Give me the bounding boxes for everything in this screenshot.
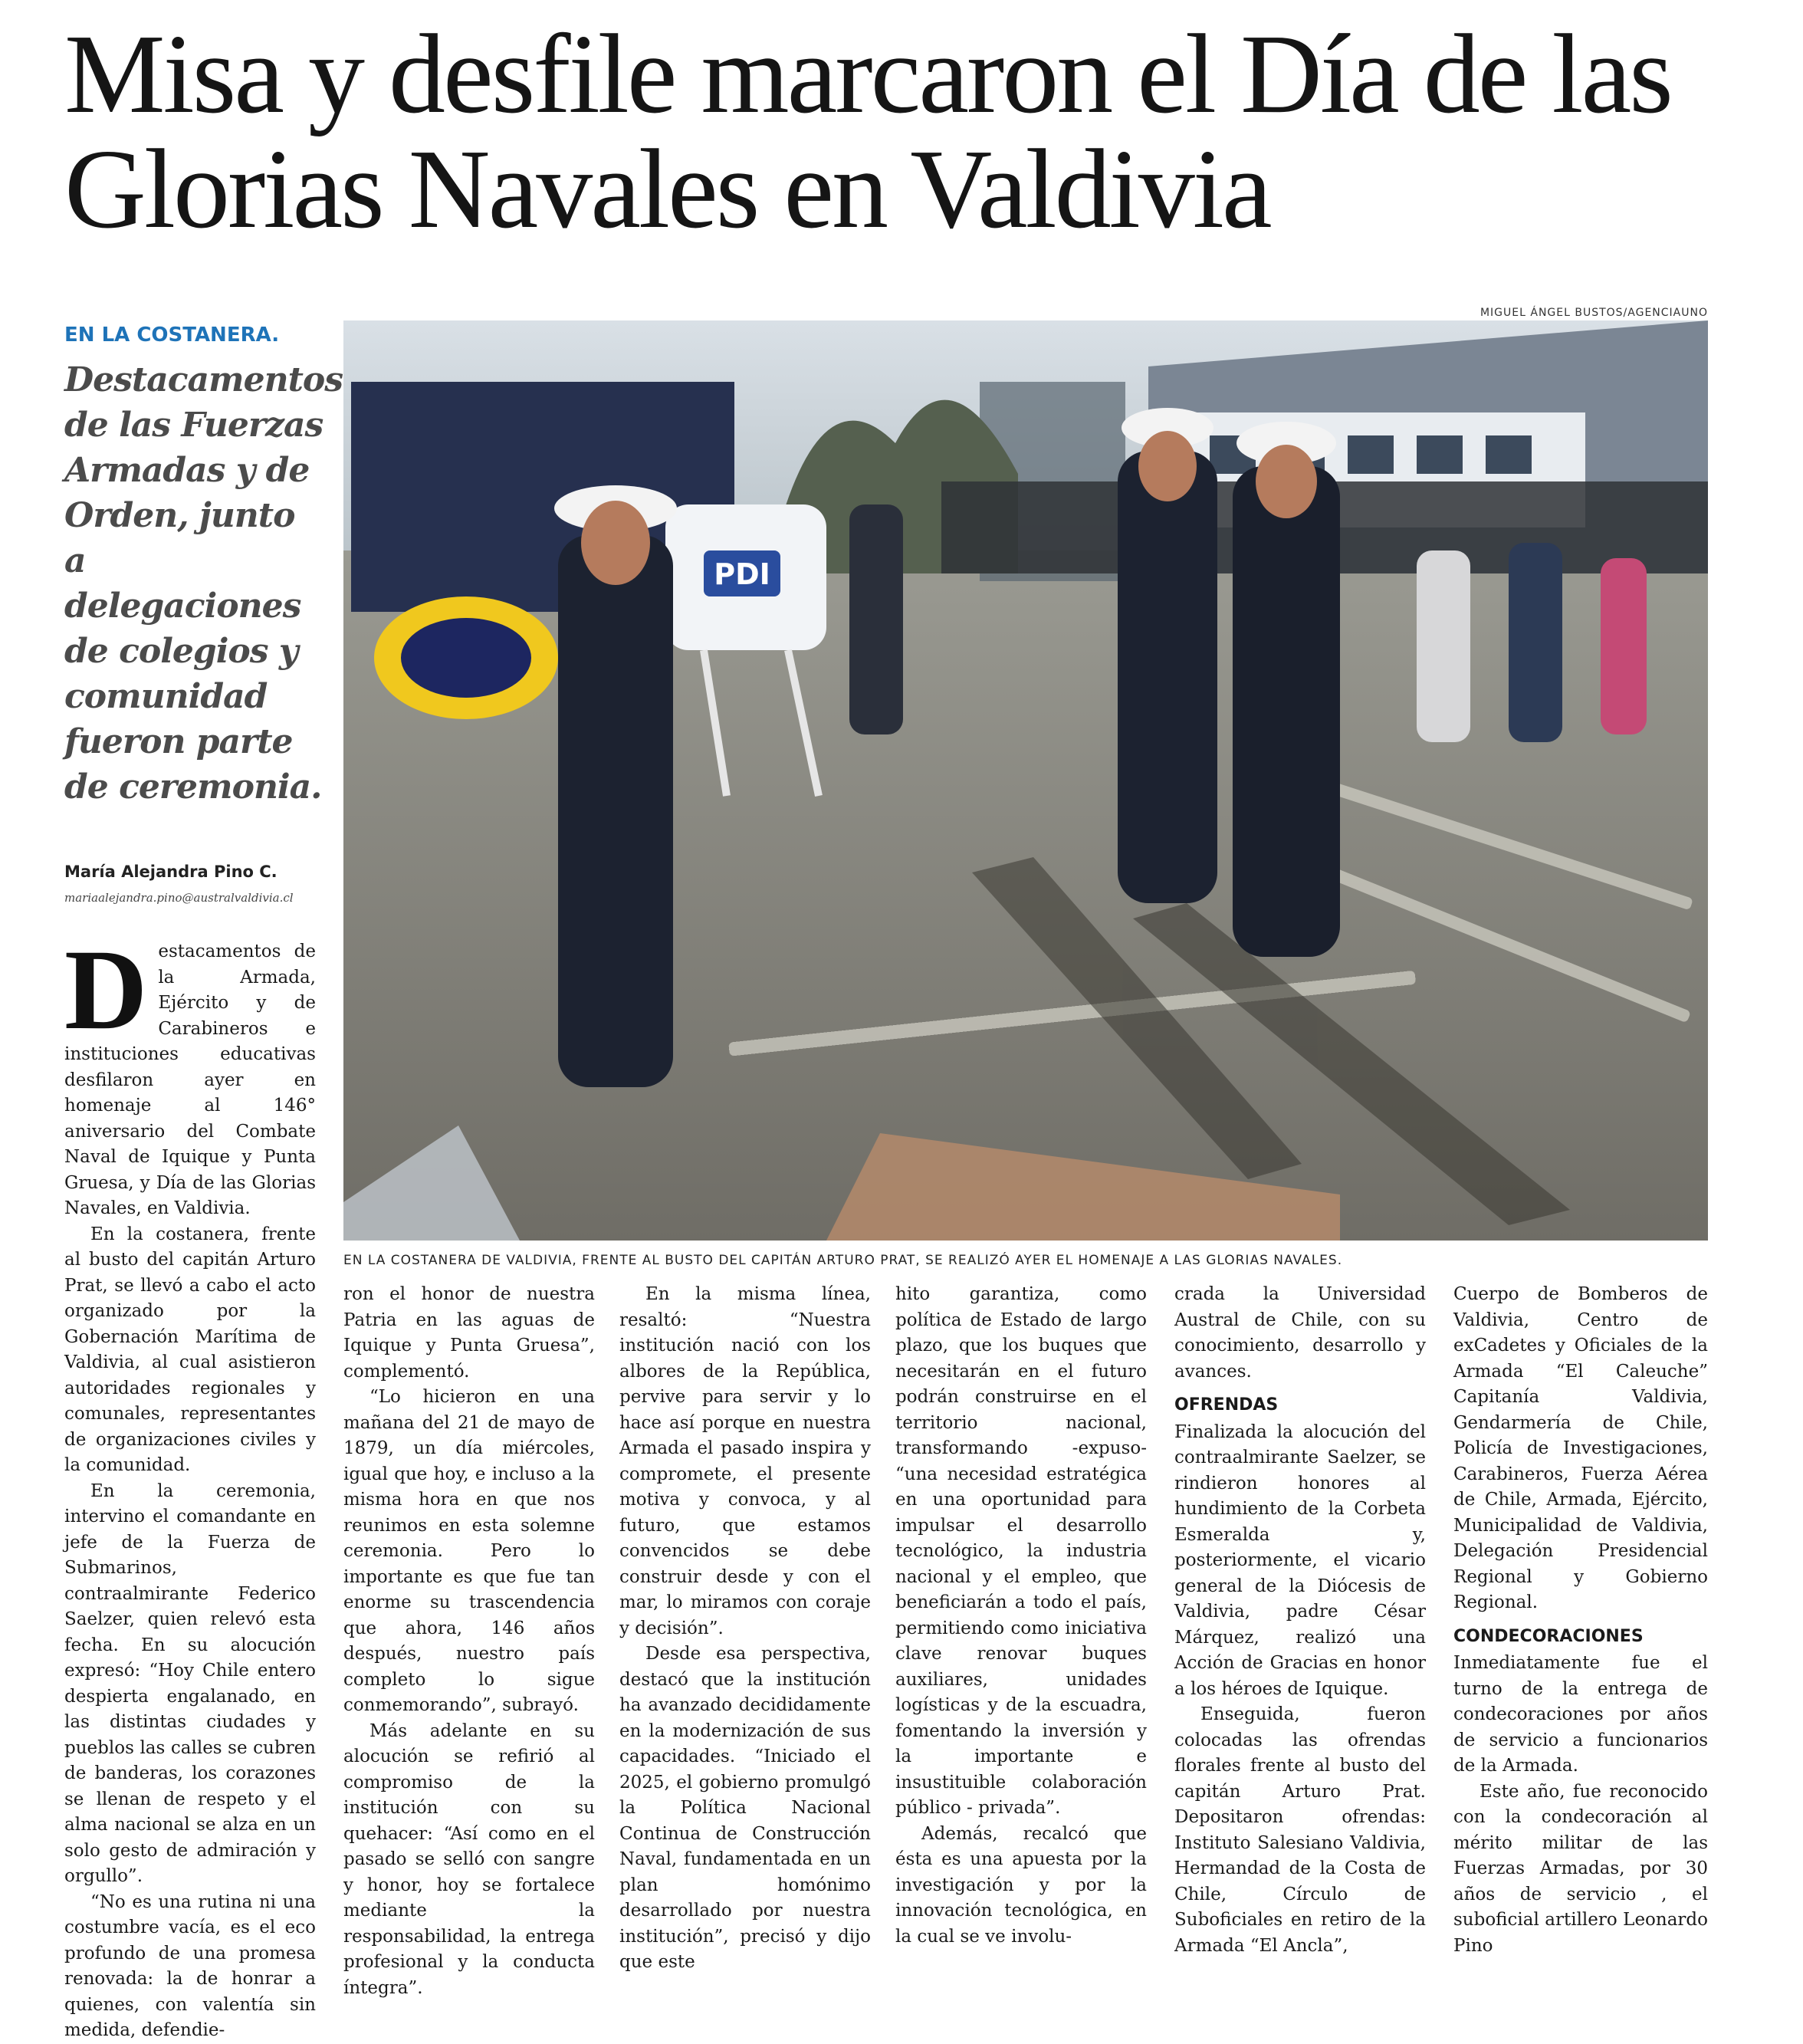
paragraph: Desde esa perspectiva, destacó que la institución ha avanzado decididamente en la modernización de sus capacidades. “Iniciado el 2025, el gobierno promulgó la Política Nacional Continua de Construcción Naval, fundamentada en un plan homónimo desarrollado por nuestra institución”, precisó y dijo que este <box>619 1644 871 1972</box>
article-column-2 <box>343 1282 595 2001</box>
lead-paragraph <box>64 926 316 1222</box>
paragraph: hito garantiza, como política de Estado de largo plazo, que los buques que necesitarán en el futuro podrán construirse en el territorio nacional, transformando -expuso- “una necesidad estratégica en una oportunidad para impulsar el desarrollo tecnológico, la industria nacional y el empleo, que beneficiarán a todo el país, permitiendo como iniciativa clave renovar buques auxiliares, unidades logísticas y de la escuadra, fomentando la inversión y la importante e insustituible colaboración público - privada”. <box>895 1284 1147 1818</box>
paragraph: Además, recalcó que ésta es una apuesta por la investigación y por la innovación tecnológica, en la cual se ve involu- <box>895 1823 1147 1947</box>
paragraph: crada la Universidad Austral de Chile, con su conocimiento, desarrollo y avances. <box>1174 1284 1426 1382</box>
article-column-6 <box>1453 1282 1708 1959</box>
paragraph: ron el honor de nuestra Patria en las aguas de Iquique y Punta Gruesa”, complementó. <box>343 1284 595 1382</box>
news-photo <box>343 320 1708 1241</box>
paragraph: Cuerpo de Bomberos de Valdivia, Centro de exCadetes y Oficiales de la Armada “El Caleuche” Capitanía Valdivia, Gendarmería de Chile, Policía de Investigaciones, Carabineros, Fuerza Aérea de Chile, Armada, Ejército, Municipalidad de Valdivia, Delegación Presidencial Regional y Gobierno Regional. <box>1453 1284 1708 1612</box>
author: María Alejandra Pino C. <box>64 863 278 881</box>
paragraph: En la misma línea, resaltó: “Nuestra institución nació con los albores de la República, pervive para servir y lo hace así porque en nuestra Armada el pasado inspira y compromete, el presente motiva y convoca, y al futuro, que estamos convencidos se debe construir desde y con el mar, lo miramos con coraje y decisión”. <box>619 1284 871 1638</box>
paragraph: Finalizada la alocución del contraalmirante Saelzer, se rindieron honores al hundimiento de la Corbeta Esmeralda y, posteriormente, el vicario general de la Diócesis de Valdivia, padre César Márquez, realizó una Acción de Gracias en honor a los héroes de Iquique. <box>1174 1421 1426 1699</box>
headline: Misa y desfile marcaron el Día de las Glorias Navales en Valdivia <box>64 12 1671 252</box>
paragraph: Este año, fue reconocido con la condecoración al mérito militar de las Fuerzas Armadas, por 30 años de servicio , el suboficial artillero Leonardo Pino <box>1453 1781 1708 1956</box>
wreath-label: PDI <box>714 557 770 591</box>
photo-credit: MIGUEL ÁNGEL BUSTOS/AGENCIAUNO <box>1480 307 1708 319</box>
paragraph: “No es una rutina ni una costumbre vacía, es el eco profundo de una promesa renovada: la de honrar a quienes, con valentía sin medida, defendie- <box>64 1891 316 2040</box>
deck: Destacamentos de las Fuerzas Armadas y de Orden, junto a delegaciones de colegios y comunidad fueron parte de ceremonia. <box>64 360 343 807</box>
article-column-5 <box>1174 1282 1426 1959</box>
article-column-1 <box>64 926 316 2044</box>
paragraph: En la costanera, frente al busto del capitán Arturo Prat, se llevó a cabo el acto organizado por la Gobernación Marítima de Valdivia, al cual asistieron autoridades regionales y comunales, representantes de organizaciones civiles y la comunidad. <box>64 1224 316 1475</box>
paragraph: Enseguida, fueron colocadas las ofrendas florales frente al busto del capitán Arturo Prat. Depositaron ofrendas: Instituto Salesiano Valdivia, Hermandad de la Costa de Chile, Círculo de Suboficiales en retiro de la Armada “El Ancla”, <box>1174 1704 1426 1956</box>
drop-cap: D <box>64 926 148 1053</box>
section-heading-ofrendas: OFRENDAS <box>1174 1395 1279 1415</box>
paragraph: En la ceremonia, intervino el comandante en jefe de la Fuerza de Submarinos, contraalmirante Federico Saelzer, quien relevó esta fecha. En su alocución expresó: “Hoy Chile entero despierta engalanado, en las distintas ciudades y pueblos las calles se cubren de banderas, los corazones se llenan de respeto y el alma nacional se alza en un solo gesto de admiración y orgullo”. <box>64 1480 316 1886</box>
paragraph: “Lo hicieron en una mañana del 21 de mayo de 1879, un día miércoles, igual que hoy, e incluso a la misma hora en que nos reunimos en esta solemne ceremonia. Pero lo importante es que fue tan enorme su trascendencia que ahora, 146 años después, nuestro país completo lo sigue conmemorando”, subrayó. <box>343 1387 595 1715</box>
article-column-3 <box>619 1282 871 1976</box>
section-heading-condecoraciones: CONDECORACIONES <box>1453 1626 1644 1646</box>
photo-caption: EN LA COSTANERA DE VALDIVIA, FRENTE AL BUSTO DEL CAPITÁN ARTURO PRAT, SE REALIZÓ AYER EL HOMENAJE A LAS GLORIAS NAVALES. <box>343 1253 1343 1268</box>
ceremony-photo <box>343 320 1708 1241</box>
paragraph: Más adelante en su alocución se refirió al compromiso de la institución con su quehacer: “Así como en el pasado se selló con sangre y honor, hoy se fortalece mediante la responsabilidad, la entrega profesional y la conducta íntegra”. <box>343 1720 595 1998</box>
kicker: EN LA COSTANERA. <box>64 324 280 347</box>
article-column-4 <box>895 1282 1147 1950</box>
paragraph: Inmediatamente fue el turno de la entrega de condecoraciones por años de servicio a funcionarios de la Armada. <box>1453 1653 1708 1776</box>
lead-text: estacamentos de la Armada, Ejército y de Carabineros e instituciones educativas desfilaron ayer en homenaje al 146° aniversario del Combate Naval de Iquique y Punta Gruesa, y Día de las Glorias Navales, en Valdivia. <box>64 941 316 1218</box>
author-email[interactable]: mariaalejandra.pino@australvaldivia.cl <box>64 891 294 905</box>
